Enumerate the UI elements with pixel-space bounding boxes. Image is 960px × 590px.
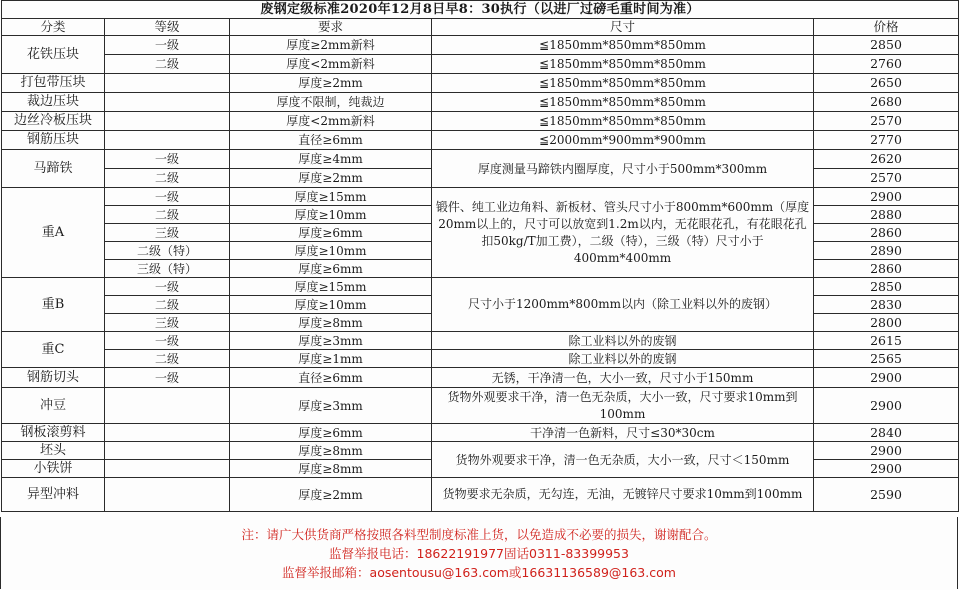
size-cell: 货物外观要求干净，清一色无杂质，大小一致，尺寸＜150mm bbox=[432, 442, 814, 478]
grade-cell: 二级 bbox=[105, 296, 230, 314]
price-cell: 2860 bbox=[814, 224, 959, 242]
size-cell: 除工业料以外的废钢 bbox=[432, 332, 814, 350]
price-cell: 2770 bbox=[814, 131, 959, 150]
grade-cell: 一级 bbox=[105, 150, 230, 169]
price-cell: 2900 bbox=[814, 460, 959, 478]
table-row bbox=[2, 74, 959, 93]
requirement-cell: 厚度≥10mm bbox=[230, 296, 432, 314]
grade-cell bbox=[105, 74, 230, 93]
grade-cell bbox=[105, 460, 230, 478]
table-row bbox=[2, 55, 959, 74]
col-header-requirement: 要求 bbox=[230, 19, 432, 36]
requirement-cell: 厚度≥6mm bbox=[230, 224, 432, 242]
grading-table bbox=[1, 0, 959, 512]
category-cell: 裁边压块 bbox=[2, 93, 105, 112]
price-cell: 2800 bbox=[814, 314, 959, 332]
table-row bbox=[2, 424, 959, 442]
requirement-cell: 厚度≥3mm bbox=[230, 388, 432, 424]
category-cell: 马蹄铁 bbox=[2, 150, 105, 188]
grade-cell: 一级 bbox=[105, 368, 230, 388]
price-cell: 2570 bbox=[814, 112, 959, 131]
col-header-price: 价格 bbox=[814, 19, 959, 36]
col-header-category: 分类 bbox=[2, 19, 105, 36]
grade-cell bbox=[105, 388, 230, 424]
category-cell: 重C bbox=[2, 332, 105, 368]
category-cell: 边丝冷板压块 bbox=[2, 112, 105, 131]
table-row bbox=[2, 36, 959, 55]
table-row bbox=[2, 150, 959, 169]
size-cell: 除工业料以外的废钢 bbox=[432, 350, 814, 368]
size-cell: 货物外观要求干净，清一色无杂质，大小一致，尺寸要求10mm到100mm bbox=[432, 388, 814, 424]
table-row bbox=[2, 478, 959, 512]
requirement-cell: 直径≥6mm bbox=[230, 368, 432, 388]
grade-cell bbox=[105, 93, 230, 112]
table-row bbox=[2, 332, 959, 350]
price-cell: 2890 bbox=[814, 242, 959, 260]
grade-cell: 二级 bbox=[105, 169, 230, 188]
grade-cell: 一级 bbox=[105, 188, 230, 206]
price-cell: 2860 bbox=[814, 260, 959, 278]
price-cell: 2565 bbox=[814, 350, 959, 368]
category-cell: 钢板滚剪料 bbox=[2, 424, 105, 442]
requirement-cell: 厚度≥3mm bbox=[230, 332, 432, 350]
table-row bbox=[2, 350, 959, 368]
col-header-grade: 等级 bbox=[105, 19, 230, 36]
grade-cell: 二级 bbox=[105, 350, 230, 368]
table-row bbox=[2, 388, 959, 424]
size-cell: ≦2000mm*900mm*900mm bbox=[432, 131, 814, 150]
grade-cell: 一级 bbox=[105, 332, 230, 350]
size-cell: ≦1850mm*850mm*850mm bbox=[432, 93, 814, 112]
size-cell: 尺寸小于1200mm*800mm以内（除工业料以外的废钢） bbox=[432, 278, 814, 332]
grade-cell bbox=[105, 424, 230, 442]
grade-cell: 三级 bbox=[105, 314, 230, 332]
requirement-cell: 厚度≥2mm新料 bbox=[230, 36, 432, 55]
requirement-cell: 厚度≥6mm bbox=[230, 260, 432, 278]
grade-cell bbox=[105, 131, 230, 150]
category-cell: 花铁压块 bbox=[2, 36, 105, 74]
table-row bbox=[2, 131, 959, 150]
grade-cell bbox=[105, 442, 230, 460]
table-row bbox=[2, 112, 959, 131]
table-title: 废钢定级标准2020年12月8日早8：30执行（以进厂过磅毛重时间为准） bbox=[2, 1, 959, 19]
size-cell: 无锈，干净清一色，大小一致，尺寸小于150mm bbox=[432, 368, 814, 388]
requirement-cell: 厚度≥2mm bbox=[230, 74, 432, 93]
requirement-cell: 厚度≥10mm bbox=[230, 206, 432, 224]
table-row bbox=[2, 93, 959, 112]
requirement-cell: 厚度≥1mm bbox=[230, 350, 432, 368]
price-cell: 2620 bbox=[814, 150, 959, 169]
requirement-cell: 厚度≥4mm bbox=[230, 150, 432, 169]
size-cell: 厚度测量马蹄铁内圈厚度，尺寸小于500mm*300mm bbox=[432, 150, 814, 188]
requirement-cell: 厚度≥15mm bbox=[230, 188, 432, 206]
price-cell: 2830 bbox=[814, 296, 959, 314]
price-cell: 2650 bbox=[814, 74, 959, 93]
category-cell: 打包带压块 bbox=[2, 74, 105, 93]
header-row bbox=[2, 19, 959, 36]
category-cell: 重A bbox=[2, 188, 105, 278]
requirement-cell: 厚度≥2mm bbox=[230, 169, 432, 188]
requirement-cell: 厚度≥10mm bbox=[230, 242, 432, 260]
price-cell: 2850 bbox=[814, 36, 959, 55]
requirement-cell: 厚度≥2mm bbox=[230, 478, 432, 512]
size-cell: ≦1850mm*850mm*850mm bbox=[432, 112, 814, 131]
size-cell: ≦1850mm*850mm*850mm bbox=[432, 74, 814, 93]
category-cell: 异型冲料 bbox=[2, 478, 105, 512]
category-cell: 重B bbox=[2, 278, 105, 332]
category-cell: 钢筋压块 bbox=[2, 131, 105, 150]
footer-notice bbox=[0, 517, 958, 589]
grade-cell: 二级 bbox=[105, 55, 230, 74]
price-cell: 2900 bbox=[814, 368, 959, 388]
price-cell: 2760 bbox=[814, 55, 959, 74]
hotline-text: 监督举报电话：18622191977固话0311-83399953 bbox=[329, 546, 629, 561]
grade-cell bbox=[105, 478, 230, 512]
requirement-cell: 厚度≥15mm bbox=[230, 278, 432, 296]
requirement-cell: 厚度≥8mm bbox=[230, 314, 432, 332]
requirement-cell: 厚度≥6mm bbox=[230, 424, 432, 442]
category-cell: 钢筋切头 bbox=[2, 368, 105, 388]
price-cell: 2615 bbox=[814, 332, 959, 350]
category-cell: 小铁饼 bbox=[2, 460, 105, 478]
requirement-cell: 直径≥6mm bbox=[230, 131, 432, 150]
grade-cell bbox=[105, 112, 230, 131]
table-row bbox=[2, 442, 959, 460]
price-cell: 2880 bbox=[814, 206, 959, 224]
notice-text: 注：请广大供货商严格按照各料型制度标准上货，以免造成不必要的损失，谢谢配合。 bbox=[241, 527, 717, 542]
table-row bbox=[2, 368, 959, 388]
price-cell: 2900 bbox=[814, 388, 959, 424]
grade-cell: 二级 bbox=[105, 206, 230, 224]
grade-cell: 三级 bbox=[105, 224, 230, 242]
size-cell: 锻件、纯工业边角料、新板材、管头尺寸小于800mm*600mm（厚度20mm以上的，尺寸可以放宽到1.2m以内，无花眼花孔，有花眼花孔扣50kg/T加工费），二级（特），三级（特）尺寸小于400mm*400mm bbox=[432, 188, 814, 278]
price-cell: 2850 bbox=[814, 278, 959, 296]
email-text: 监督举报邮箱：aosentousu@163.com或16631136589@163.com bbox=[282, 565, 676, 580]
grade-cell: 二级（特） bbox=[105, 242, 230, 260]
requirement-cell: 厚度不限制，纯裁边 bbox=[230, 93, 432, 112]
grade-cell: 三级（特） bbox=[105, 260, 230, 278]
price-cell: 2570 bbox=[814, 169, 959, 188]
category-cell: 坯头 bbox=[2, 442, 105, 460]
size-cell: ≦1850mm*850mm*850mm bbox=[432, 55, 814, 74]
requirement-cell: 厚度<2mm新料 bbox=[230, 55, 432, 74]
table-row bbox=[2, 188, 959, 206]
price-cell: 2590 bbox=[814, 478, 959, 512]
category-cell: 冲豆 bbox=[2, 388, 105, 424]
price-cell: 2680 bbox=[814, 93, 959, 112]
requirement-cell: 厚度≥8mm bbox=[230, 460, 432, 478]
size-cell: 货物要求无杂质，无勾连，无油，无镀锌尺寸要求10mm到100mm bbox=[432, 478, 814, 512]
col-header-size: 尺寸 bbox=[432, 19, 814, 36]
price-cell: 2900 bbox=[814, 188, 959, 206]
grade-cell: 一级 bbox=[105, 278, 230, 296]
size-cell: ≦1850mm*850mm*850mm bbox=[432, 36, 814, 55]
price-cell: 2900 bbox=[814, 442, 959, 460]
size-cell: 干净清一色新料，尺寸≤30*30cm bbox=[432, 424, 814, 442]
requirement-cell: 厚度<2mm新料 bbox=[230, 112, 432, 131]
price-cell: 2840 bbox=[814, 424, 959, 442]
grade-cell: 一级 bbox=[105, 36, 230, 55]
requirement-cell: 厚度≥8mm bbox=[230, 442, 432, 460]
table-row bbox=[2, 278, 959, 296]
